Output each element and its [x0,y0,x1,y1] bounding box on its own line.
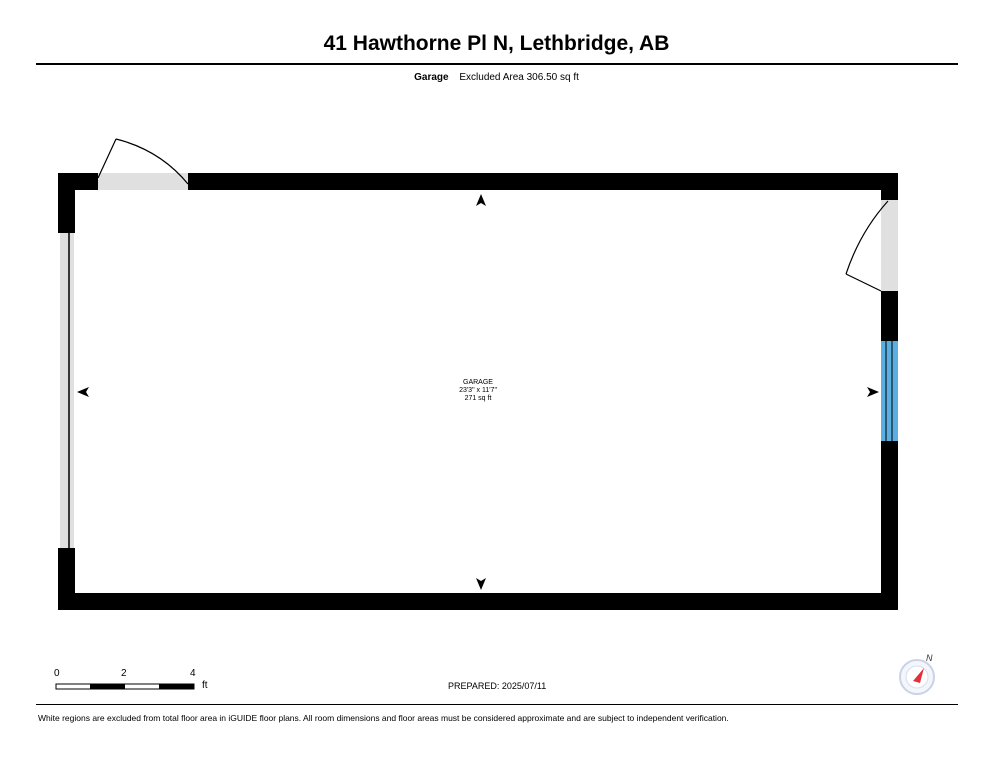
window-right [881,341,898,441]
wall-right-mid [881,291,898,341]
excluded-area: Excluded Area 306.50 sq ft [459,72,579,83]
footer-disclaimer: White regions are excluded from total floor area in iGUIDE floor plans. All room dimensions and floor areas must be considered approximate and are subject to independent verification. [38,713,729,723]
wall-left-upper [58,173,75,233]
wall-top [188,173,898,190]
wall-bottom [58,593,898,610]
scale-label: 0 [54,668,60,679]
room-dimensions: 23'3" x 11'7" [459,387,497,394]
door-leaf-right [846,274,881,291]
arrow-left-icon [77,387,89,397]
wall-left-lower [58,548,75,610]
scale-bar-graphic [50,668,220,698]
scale-label: 2 [121,668,127,679]
footer-divider [36,704,958,705]
door-leaf-top [98,139,116,178]
compass [896,652,946,707]
arrow-down-icon [476,578,486,590]
door-opening-right [881,200,898,291]
garage-door-opening [60,233,74,548]
prepared-date: PREPARED: 2025/07/11 [448,681,547,691]
scale-label: 4 [190,668,196,679]
floor-name: Garage [414,72,449,83]
arrow-up-icon [476,194,486,206]
page-title: 41 Hawthorne Pl N, Lethbridge, AB [323,32,670,55]
compass-label: N [926,653,933,663]
scale-unit: ft [202,680,208,691]
room-label [428,379,528,403]
compass-icon [896,652,946,702]
room-name: GARAGE [463,379,493,386]
arrow-right-icon [867,387,879,397]
room-area: 271 sq ft [464,395,492,402]
scale-bar [50,668,220,698]
door-opening-top [98,173,188,190]
wall-right-top [881,173,898,200]
wall-right-lower [881,441,898,610]
